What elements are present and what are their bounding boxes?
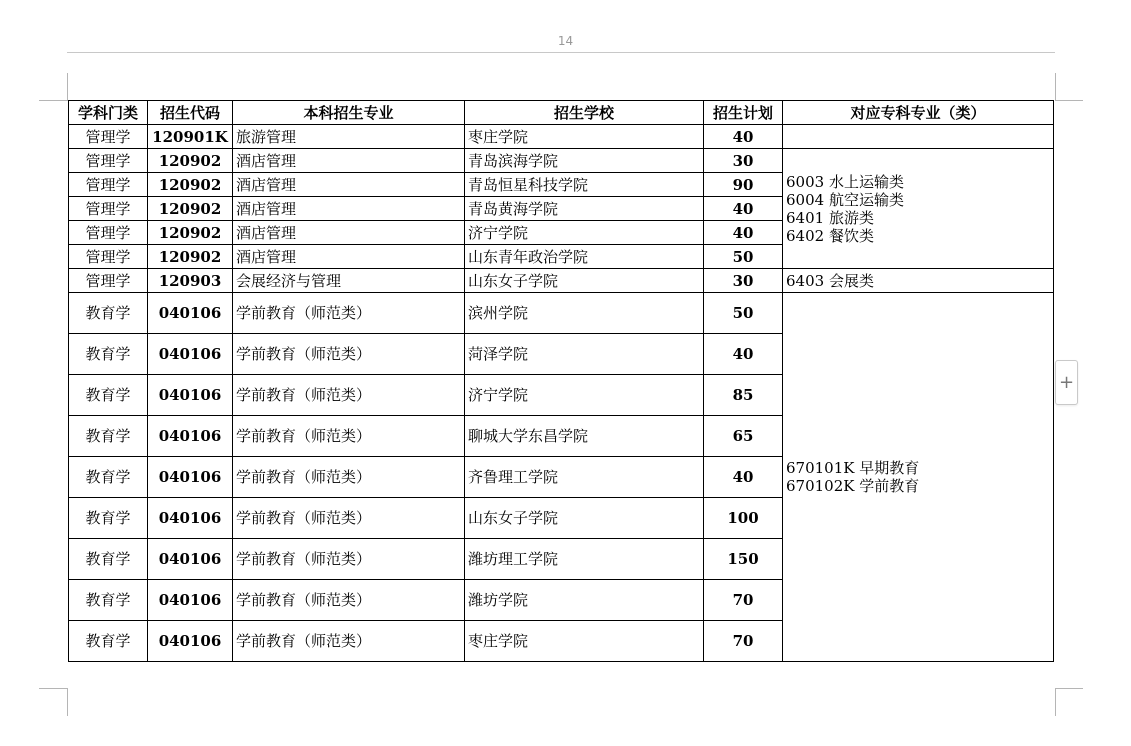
table-row bbox=[69, 269, 1054, 293]
cell-plan: 40 bbox=[704, 457, 783, 498]
cell-discipline: 教育学 bbox=[69, 621, 148, 662]
cell-code: 120902 bbox=[148, 173, 233, 197]
cell-code: 040106 bbox=[148, 457, 233, 498]
cell-code: 120901K bbox=[148, 125, 233, 149]
cell-related-majors bbox=[783, 125, 1054, 149]
add-row-button[interactable]: + bbox=[1055, 360, 1078, 405]
cell-code: 120902 bbox=[148, 197, 233, 221]
cell-major: 酒店管理 bbox=[233, 173, 465, 197]
header-rule bbox=[67, 52, 1055, 53]
cell-code: 120903 bbox=[148, 269, 233, 293]
cell-discipline: 管理学 bbox=[69, 173, 148, 197]
cell-code: 040106 bbox=[148, 334, 233, 375]
table-row bbox=[69, 293, 1054, 334]
cell-plan: 40 bbox=[704, 197, 783, 221]
cell-plan: 85 bbox=[704, 375, 783, 416]
related-major-line: 6004 航空运输类 bbox=[786, 190, 904, 209]
cell-major: 旅游管理 bbox=[233, 125, 465, 149]
cell-school: 山东女子学院 bbox=[465, 498, 704, 539]
cell-major: 学前教育（师范类） bbox=[233, 621, 465, 662]
related-major-line: 6401 旅游类 bbox=[786, 208, 874, 227]
cell-plan: 40 bbox=[704, 334, 783, 375]
cell-school: 济宁学院 bbox=[465, 221, 704, 245]
cell-plan: 150 bbox=[704, 539, 783, 580]
cell-school: 山东女子学院 bbox=[465, 269, 704, 293]
cell-major: 会展经济与管理 bbox=[233, 269, 465, 293]
cell-discipline: 教育学 bbox=[69, 293, 148, 334]
header-discipline: 学科门类 bbox=[69, 101, 148, 125]
cell-major: 学前教育（师范类） bbox=[233, 375, 465, 416]
cell-school: 聊城大学东昌学院 bbox=[465, 416, 704, 457]
cell-code: 040106 bbox=[148, 621, 233, 662]
cell-code: 120902 bbox=[148, 245, 233, 269]
cell-plan: 100 bbox=[704, 498, 783, 539]
cell-school: 齐鲁理工学院 bbox=[465, 457, 704, 498]
cell-plan: 30 bbox=[704, 269, 783, 293]
cell-plan: 30 bbox=[704, 149, 783, 173]
cell-code: 040106 bbox=[148, 375, 233, 416]
cell-school: 青岛滨海学院 bbox=[465, 149, 704, 173]
header-related-majors: 对应专科专业（类） bbox=[783, 101, 1054, 125]
crop-mark-top-left-v bbox=[67, 73, 68, 101]
cell-major: 酒店管理 bbox=[233, 197, 465, 221]
cell-major: 酒店管理 bbox=[233, 245, 465, 269]
header-plan: 招生计划 bbox=[704, 101, 783, 125]
cell-school: 潍坊学院 bbox=[465, 580, 704, 621]
cell-school: 山东青年政治学院 bbox=[465, 245, 704, 269]
cell-major: 酒店管理 bbox=[233, 149, 465, 173]
cell-plan: 50 bbox=[704, 293, 783, 334]
cell-plan: 65 bbox=[704, 416, 783, 457]
cell-major: 学前教育（师范类） bbox=[233, 539, 465, 580]
cell-discipline: 管理学 bbox=[69, 245, 148, 269]
crop-mark-bottom-right-h bbox=[1055, 688, 1083, 689]
cell-discipline: 管理学 bbox=[69, 125, 148, 149]
cell-major: 学前教育（师范类） bbox=[233, 498, 465, 539]
cell-major: 酒店管理 bbox=[233, 221, 465, 245]
page-number: 14 bbox=[557, 34, 574, 48]
table-row bbox=[69, 149, 1054, 173]
cell-code: 040106 bbox=[148, 580, 233, 621]
cell-discipline: 教育学 bbox=[69, 580, 148, 621]
cell-discipline: 教育学 bbox=[69, 457, 148, 498]
cell-school: 潍坊理工学院 bbox=[465, 539, 704, 580]
cell-plan: 70 bbox=[704, 621, 783, 662]
cell-related-majors bbox=[783, 293, 1054, 662]
cell-school: 枣庄学院 bbox=[465, 125, 704, 149]
crop-mark-bottom-left-h bbox=[39, 688, 67, 689]
related-major-line: 670102K 学前教育 bbox=[786, 477, 920, 495]
cell-discipline: 教育学 bbox=[69, 416, 148, 457]
cell-major: 学前教育（师范类） bbox=[233, 416, 465, 457]
cell-code: 040106 bbox=[148, 416, 233, 457]
crop-mark-top-left-h bbox=[39, 100, 67, 101]
cell-related-majors: 6403 会展类 bbox=[783, 269, 1054, 293]
crop-mark-top-right-h bbox=[1055, 100, 1083, 101]
cell-code: 040106 bbox=[148, 293, 233, 334]
cell-plan: 40 bbox=[704, 125, 783, 149]
cell-plan: 90 bbox=[704, 173, 783, 197]
cell-school: 青岛黄海学院 bbox=[465, 197, 704, 221]
cell-discipline: 教育学 bbox=[69, 334, 148, 375]
cell-major: 学前教育（师范类） bbox=[233, 334, 465, 375]
admissions-table bbox=[68, 100, 1054, 662]
cell-discipline: 教育学 bbox=[69, 539, 148, 580]
cell-discipline: 管理学 bbox=[69, 149, 148, 173]
crop-mark-bottom-left-v bbox=[67, 688, 68, 716]
cell-major: 学前教育（师范类） bbox=[233, 580, 465, 621]
cell-major: 学前教育（师范类） bbox=[233, 293, 465, 334]
header-major: 本科招生专业 bbox=[233, 101, 465, 125]
cell-code: 040106 bbox=[148, 539, 233, 580]
related-major-line: 6402 餐饮类 bbox=[786, 226, 874, 245]
crop-mark-bottom-right-v bbox=[1055, 688, 1056, 716]
crop-mark-top-right-v bbox=[1055, 73, 1056, 101]
cell-code: 120902 bbox=[148, 149, 233, 173]
cell-discipline: 教育学 bbox=[69, 375, 148, 416]
related-major-line: 6003 水上运输类 bbox=[786, 172, 904, 191]
cell-discipline: 管理学 bbox=[69, 269, 148, 293]
header-school: 招生学校 bbox=[465, 101, 704, 125]
cell-plan: 40 bbox=[704, 221, 783, 245]
cell-plan: 50 bbox=[704, 245, 783, 269]
cell-school: 青岛恒星科技学院 bbox=[465, 173, 704, 197]
cell-school: 滨州学院 bbox=[465, 293, 704, 334]
cell-school: 菏泽学院 bbox=[465, 334, 704, 375]
related-major-line: 670101K 早期教育 bbox=[786, 459, 920, 477]
cell-discipline: 管理学 bbox=[69, 197, 148, 221]
table-row bbox=[69, 125, 1054, 149]
cell-code: 040106 bbox=[148, 498, 233, 539]
cell-code: 120902 bbox=[148, 221, 233, 245]
cell-related-majors bbox=[783, 149, 1054, 269]
cell-discipline: 教育学 bbox=[69, 498, 148, 539]
cell-plan: 70 bbox=[704, 580, 783, 621]
table-header-row bbox=[69, 101, 1054, 125]
cell-school: 枣庄学院 bbox=[465, 621, 704, 662]
header-code: 招生代码 bbox=[148, 101, 233, 125]
cell-major: 学前教育（师范类） bbox=[233, 457, 465, 498]
cell-school: 济宁学院 bbox=[465, 375, 704, 416]
cell-discipline: 管理学 bbox=[69, 221, 148, 245]
